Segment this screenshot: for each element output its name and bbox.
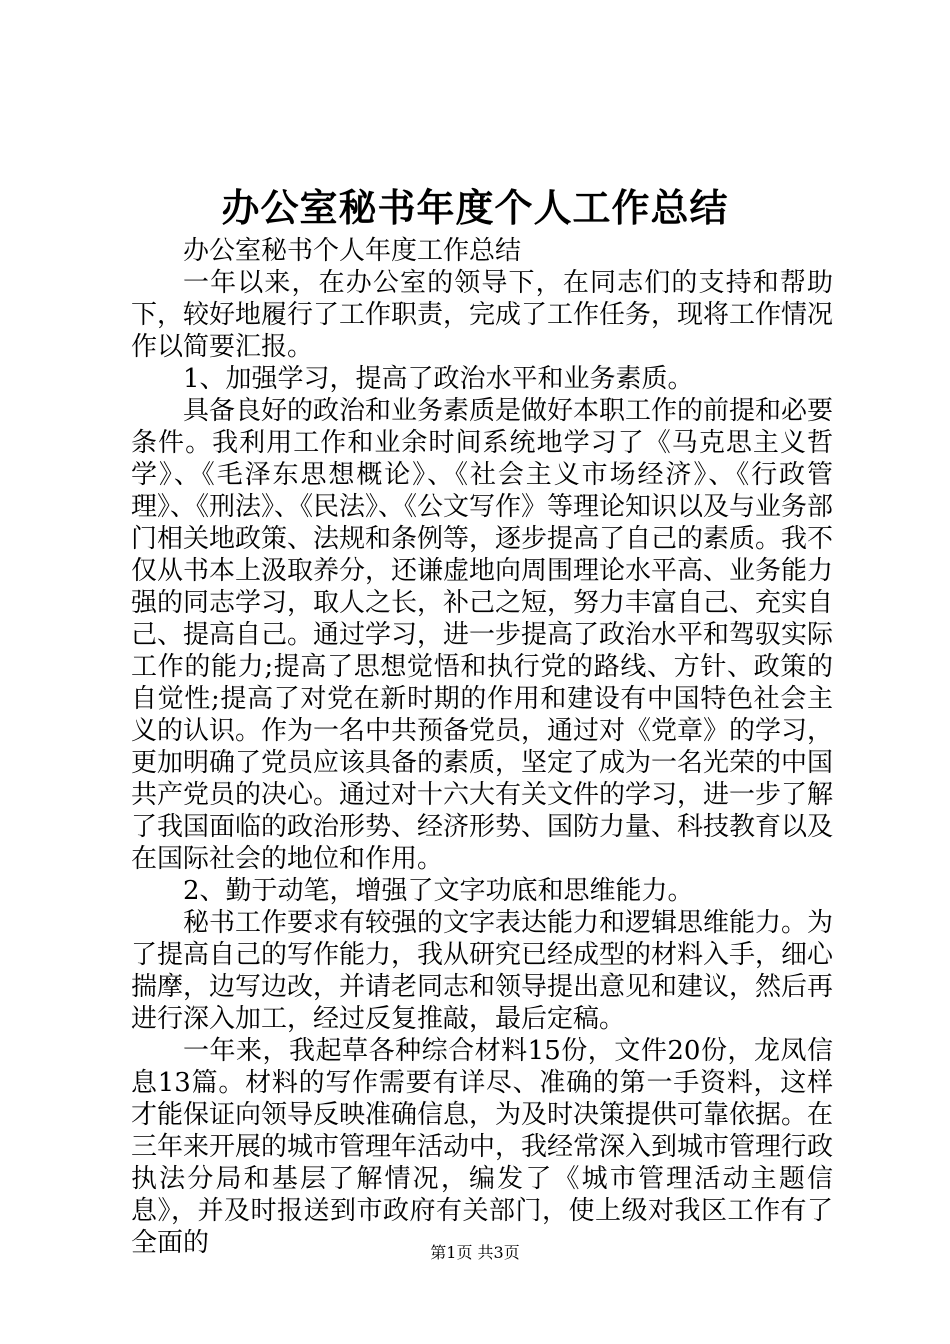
paragraph-intro: 一年以来，在办公室的领导下，在同志们的支持和帮助下，较好地履行了工作职责，完成了工作任务，现将工作情况作以简要汇报。 [131, 268, 834, 362]
document-title: 办公室秘书年度个人工作总结 [221, 185, 729, 230]
paragraph-output: 一年来，我起草各种综合材料15份，文件20份，龙凤信息13篇。材料的写作需要有详尽、准确的第一手资料，这样才能保证向领导反映准确信息，为及时决策提供可靠依据。在三年来开展的城市管理年活动中，我经常深入到城市管理行政执法分局和基层了解情况，编发了《城市管理活动主题信息》，并及时报送到市政府有关部门，使上级对我区工作有了全面的 [131, 1036, 834, 1258]
paragraph-writing: 秘书工作要求有较强的文字表达能力和逻辑思维能力。为了提高自己的写作能力，我从研究已经成型的材料入手，细心揣摩，边写边改，并请老同志和领导提出意见和建议，然后再进行深入加工，经过反复推敲，最后定稿。 [131, 908, 834, 1034]
section-heading-2: 2、勤于动笔，增强了文字功底和思维能力。 [183, 876, 694, 906]
paragraph-subtitle: 办公室秘书个人年度工作总结 [183, 236, 522, 266]
section-heading-1: 1、加强学习，提高了政治水平和业务素质。 [183, 364, 694, 394]
document-body [131, 235, 833, 1259]
page-number-footer: 第1页 共3页 [430, 1243, 520, 1262]
paragraph-study: 具备良好的政治和业务素质是做好本职工作的前提和必要条件。我利用工作和业余时间系统地学习了《马克思主义哲学》、《毛泽东思想概论》、《社会主义市场经济》、《行政管理》、《刑法》、《民法》、《公文写作》等理论知识以及与业务部门相关地政策、法规和条例等，逐步提高了自己的素质。我不仅从书本上汲取养分，还谦虚地向周围理论水平高、业务能力强的同志学习，取人之长，补己之短，努力丰富自己、充实自己、提高自己。通过学习，进一步提高了政治水平和驾驭实际工作的能力;提高了思想觉悟和执行党的路线、方针、政策的自觉性;提高了对党在新时期的作用和建设有中国特色社会主义的认识。作为一名中共预备党员，通过对《党章》的学习，更加明确了党员应该具备的素质，坚定了成为一名光荣的中国共产党员的决心。通过对十六大有关文件的学习，进一步了解了我国面临的政治形势、经济形势、国防力量、科技教育以及在国际社会的地位和作用。 [131, 396, 834, 874]
